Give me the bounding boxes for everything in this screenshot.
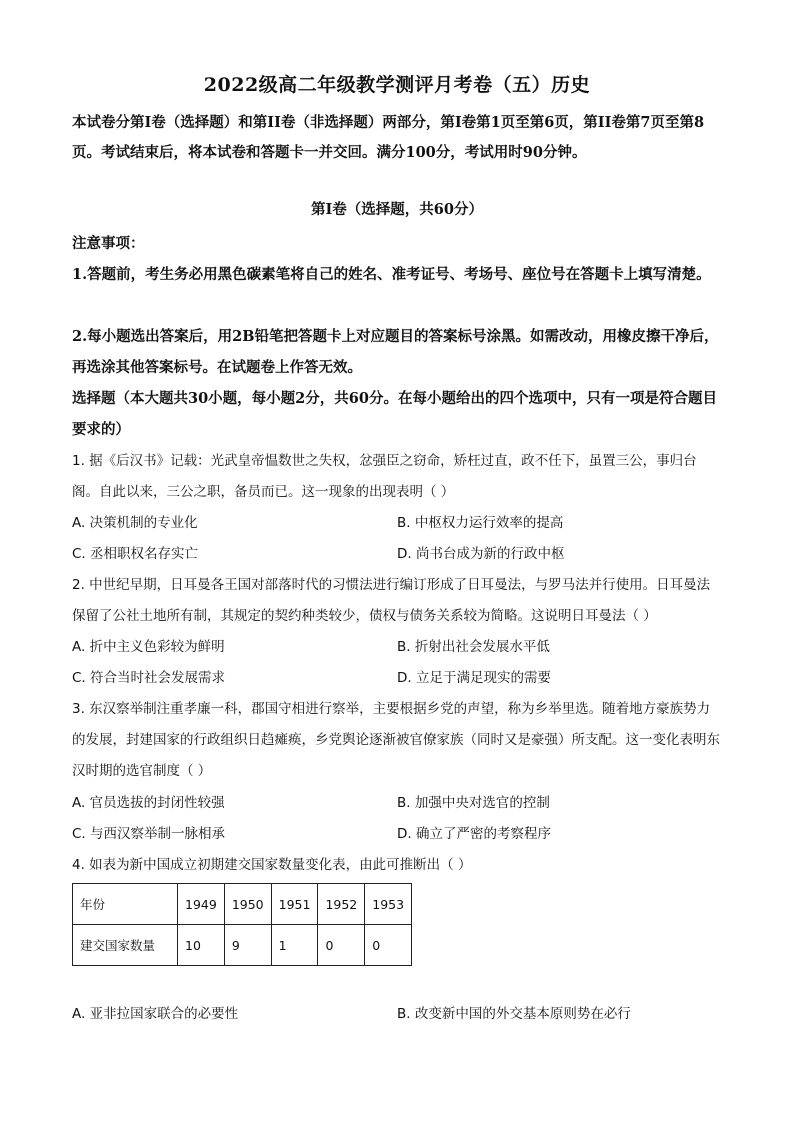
question-2-option-a: A. 折中主义色彩较为鲜明 <box>72 639 225 655</box>
table-header-label: 年份 <box>73 884 178 925</box>
exam-intro: 本试卷分第Ⅰ卷（选择题）和第II卷（非选择题）两部分，第Ⅰ卷第1页至第6页，第II卷第7页至第8页。考试结束后，将本试卷和答题卡一并交回。满分100分，考试用时90分钟。 <box>72 114 705 161</box>
question-1-stem: 1. 据《后汉书》记载：光武皇帝愠数世之失权，忿强臣之窃命，矫枉过直，政不任下，虽置三公，事归台阁。自此以来，三公之职，备员而已。这一现象的出现表明（ ） <box>72 453 697 500</box>
table-count: 1 <box>271 925 318 966</box>
table-year: 1951 <box>271 884 318 925</box>
table-row <box>73 925 412 966</box>
question-4-option-a: A. 亚非拉国家联合的必要性 <box>72 1006 239 1022</box>
question-4-stem: 4. 如表为新中国成立初期建交国家数量变化表，由此可推断出（ ） <box>72 857 472 873</box>
question-3-stem: 3. 东汉察举制注重孝廉一科，郡国守相进行察举，主要根据乡党的声望，称为乡举里选。随着地方豪族势力的发展，封建国家的行政组织日趋瘫痪，乡党舆论逐渐被官僚家族（同时又是豪强）所支配。这一变化表明东汉时期的选官制度（ ） <box>72 701 720 779</box>
page-title: 2022级高二年级教学测评月考卷（五）历史 <box>203 74 591 96</box>
question-4-option-b: B. 改变新中国的外交基本原则势在必行 <box>397 1006 631 1022</box>
notice-item-2: 2.每小题选出答案后，用2B铅笔把答题卡上对应题目的答案标号涂黑。如需改动，用橡皮擦干净后，再选涂其他答案标号。在试题卷上作答无效。 <box>72 328 719 376</box>
part-one-title: 第Ⅰ卷（选择题，共60分） <box>311 201 483 218</box>
section-heading: 选择题（本大题共30小题，每小题2分，共60分。在每小题给出的四个选项中，只有一项是符合题目要求的） <box>72 390 717 438</box>
question-1-option-a: A. 决策机制的专业化 <box>72 515 198 531</box>
table-year: 1949 <box>178 884 225 925</box>
notice-heading: 注意事项： <box>72 235 145 252</box>
table-count: 9 <box>224 925 271 966</box>
question-2-option-c: C. 符合当时社会发展需求 <box>72 670 226 686</box>
question-1-option-c: C. 丞相职权名存实亡 <box>72 546 199 562</box>
question-1-option-b: B. 中枢权力运行效率的提高 <box>397 515 564 531</box>
table-count: 10 <box>178 925 225 966</box>
table-count: 0 <box>365 925 412 966</box>
question-2-stem: 2. 中世纪早期，日耳曼各王国对部落时代的习惯法进行编订形成了日耳曼法，与罗马法并行使用。日耳曼法保留了公社土地所有制，其规定的契约种类较少，债权与债务关系较为简略。这说明日耳曼法（ ） <box>72 577 711 624</box>
notice-item-1: 1.答题前，考生务必用黑色碳素笔将自己的姓名、准考证号、考场号、座位号在答题卡上填写清楚。 <box>72 266 711 283</box>
question-2-option-b: B. 折射出社会发展水平低 <box>397 639 550 655</box>
table-year: 1953 <box>365 884 412 925</box>
table-row-label: 建交国家数量 <box>73 925 178 966</box>
question-3-option-d: D. 确立了严密的考察程序 <box>397 826 551 842</box>
question-3-option-b: B. 加强中央对选官的控制 <box>397 795 550 811</box>
table-row <box>73 884 412 925</box>
question-2-option-d: D. 立足于满足现实的需要 <box>397 670 551 686</box>
table-count: 0 <box>318 925 365 966</box>
question-3-option-c: C. 与西汉察举制一脉相承 <box>72 826 226 842</box>
table-year: 1950 <box>224 884 271 925</box>
diplomacy-table <box>72 883 412 966</box>
question-1-option-d: D. 尚书台成为新的行政中枢 <box>397 546 565 562</box>
table-year: 1952 <box>318 884 365 925</box>
question-3-option-a: A. 官员选拔的封闭性较强 <box>72 795 225 811</box>
